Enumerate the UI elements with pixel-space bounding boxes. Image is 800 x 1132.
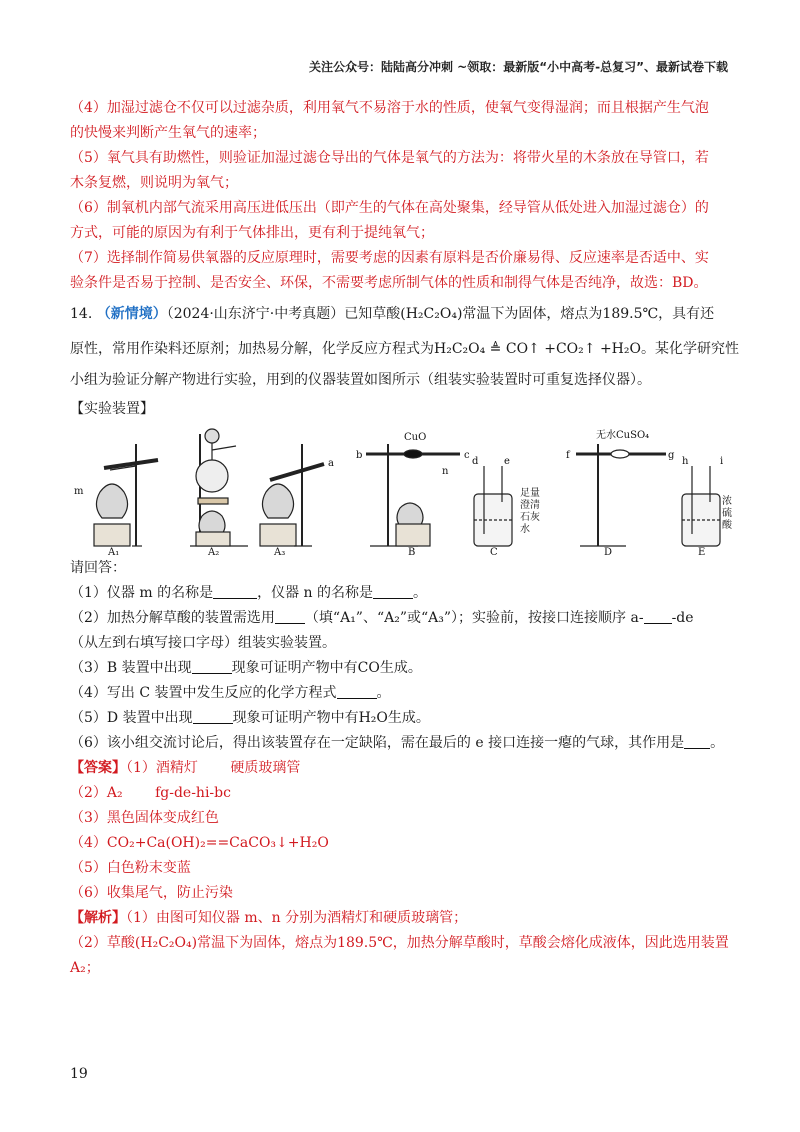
figure-label: 石灰 (520, 512, 540, 523)
analysis-line: （6）制氧机内部气流采用高压进低压出（即产生的气体在高处聚集，经导管从低处进入加湿过滤仓）的 (70, 200, 709, 216)
figure-label: 酸 (722, 520, 732, 531)
answer-item: （5）白色粉末变蓝 (70, 860, 191, 876)
figure-label: n (442, 466, 449, 477)
analysis-line: （5）氧气具有助燃性，则验证加湿过滤仓导出的气体是氧气的方法为：将带火星的木条放在导管口，若 (70, 150, 709, 166)
subquestion-1 (70, 581, 732, 606)
prompt: 请回答： (70, 560, 126, 576)
subquestion-text: -de (671, 610, 694, 626)
figure-label: E (698, 547, 706, 556)
subquestion-3 (70, 656, 732, 681)
answer-blank[interactable] (644, 609, 672, 624)
analysis-line: 木条复燃，则说明为氧气； (70, 175, 238, 191)
analysis-line: （2）草酸(H₂C₂O₄)常温下为固体，熔点为189.5℃，加热分解草酸时，草酸会熔化成液体，因此选用装置 (70, 935, 729, 951)
answer-item: （4）CO₂+Ca(OH)₂==CaCO₃↓+H₂O (70, 835, 329, 851)
figure-label: 澄清 (520, 500, 540, 511)
figure-label: m (74, 486, 84, 497)
figure-label: i (720, 456, 724, 467)
answer-line (70, 756, 732, 781)
answer-item: （2）A₂ fg-de-hi-bc (70, 785, 231, 801)
question-line2-end: 。某化学研究性 (640, 341, 739, 357)
question-intro (70, 302, 732, 327)
analysis-text: （1）由图可知仪器 m、n 分别为酒精灯和硬质玻璃管； (126, 910, 468, 926)
subquestion-text: 现象可证明产物中有H₂O生成。 (232, 710, 430, 726)
analysis-section (70, 906, 732, 981)
figure-label: b (356, 450, 363, 461)
answer-item: （1）酒精灯 硬质玻璃管 (126, 760, 301, 776)
answer-blank[interactable] (193, 709, 233, 724)
analysis-line: （4）加湿过滤仓不仅可以过滤杂质，利用氧气不易溶于水的性质，使氧气变得湿润；而且根据产生气泡 (70, 100, 709, 116)
wood-block-icon (94, 524, 130, 546)
new-context-tag: （新情境） (96, 306, 167, 322)
answer-blank[interactable] (192, 659, 232, 674)
figure-label: h (682, 456, 689, 467)
figure-label: A₃ (274, 547, 286, 556)
subquestion-text: 。 (376, 685, 391, 701)
answer-blank[interactable] (684, 734, 710, 749)
subquestion-2-continued: （从左到右填写接口字母）组装实验装置。 (70, 635, 336, 651)
figure-label: e (504, 456, 510, 467)
answer-item: （6）收集尾气，防止污染 (70, 885, 233, 901)
figure-label: B (408, 547, 416, 556)
section-label: 【实验装置】 (70, 401, 154, 417)
oxalic-formula: (H₂C₂O₄) (400, 306, 463, 322)
answer-tag: 【答案】 (70, 760, 126, 776)
question-14 (70, 302, 739, 422)
subquestion-text: 。 (710, 735, 725, 751)
apparatus-diagram (70, 424, 732, 556)
page-number: 19 (70, 1066, 88, 1082)
figure-label: D (604, 547, 613, 556)
answer-blank[interactable] (275, 609, 305, 624)
analysis-line: 验条件是否易于控制、是否安全、环保，不需要考虑所制气体的性质和制得气体是否纯净，故选：BD。 (70, 275, 708, 291)
subquestion-2 (70, 606, 732, 631)
analysis-line: 的快慢来判断产生氧气的速率； (70, 125, 266, 141)
analysis-line: （7）选择制作简易供氧器的反应原理时，需要考虑的因素有原料是否价廉易得、反应速率是否适中、实 (70, 250, 709, 266)
subquestion-text: （6）该小组交流讨论后，得出该装置存在一定缺陷，需在最后的 e 接口连接一瘪的气球，其作用是 (70, 735, 685, 751)
figure-label: 足量 (520, 488, 540, 499)
question-line-3: 小组为验证分解产物进行实验，用到的仪器装置如图所示（组装实验装置时可重复选择仪器）。 (70, 372, 651, 388)
page-content (70, 96, 739, 981)
analysis-tag: 【解析】 (70, 910, 126, 926)
reaction-equation: H₂C₂O₄ ≜ CO↑ +CO₂↑ +H₂O (434, 341, 641, 357)
answer-section (70, 756, 732, 906)
figure-label: CuO (404, 432, 427, 443)
figure-label: 水 (520, 524, 530, 535)
apparatus-figure (70, 424, 732, 556)
question-line-2 (70, 337, 739, 362)
subquestion-text: （3）B 装置中出现 (70, 660, 192, 676)
figure-label: d (472, 456, 479, 467)
page-header: 关注公众号：陆陆高分冲刺 ~领取：最新版“小中高考-总复习”、最新试卷下载 (309, 60, 728, 74)
subquestion-5 (70, 706, 732, 731)
subquestions (70, 581, 732, 756)
subquestion-text: （4）写出 C 装置中发生反应的化学方程式 (70, 685, 337, 701)
figure-label: a (328, 458, 334, 469)
subquestion-text: 。 (413, 585, 428, 601)
previous-analysis (70, 96, 732, 296)
figure-label: g (668, 450, 675, 461)
figure-label: 浓 (722, 496, 732, 507)
figure-label: 无水CuSO₄ (596, 430, 650, 441)
analysis-line (70, 906, 732, 931)
answer-blank[interactable] (337, 684, 377, 699)
subquestion-text: （1）仪器 m 的名称是 (70, 585, 214, 601)
subquestion-6 (70, 731, 732, 756)
question-source: （2024·山东济宁·中考真题）已知草酸 (166, 306, 401, 322)
analysis-line: A₂； (70, 960, 100, 976)
question-line2-start: 原性，常用作染料还原剂；加热易分解，化学反应方程式为 (70, 341, 434, 357)
analysis-line: 方式，可能的原因为有利于气体排出，更有利于提纯氧气； (70, 225, 434, 241)
subquestion-text: （5）D 装置中出现 (70, 710, 193, 726)
subquestion-4 (70, 681, 732, 706)
figure-label: C (490, 547, 498, 556)
question-number: 14. (70, 306, 93, 322)
answer-blank[interactable] (373, 584, 413, 599)
subquestion-text: ，仪器 n 的名称是 (257, 585, 374, 601)
figure-label: A₁ (108, 547, 120, 556)
figure-label: 硫 (722, 508, 732, 519)
subquestion-text: （填“A₁”、“A₂”或“A₃”）；实验前，按接口连接顺序 a- (304, 610, 644, 626)
figure-label: c (464, 450, 470, 461)
answer-blank[interactable] (213, 584, 257, 599)
subquestion-text: 现象可证明产物中有CO生成。 (231, 660, 422, 676)
question-intro-rest: 常温下为固体，熔点为189.5℃，具有还 (462, 306, 715, 322)
subquestion-text: （2）加热分解草酸的装置需选用 (70, 610, 275, 626)
figure-label: A₂ (208, 547, 220, 556)
alcohol-lamp-icon (96, 484, 127, 518)
figure-label: f (566, 450, 570, 461)
answer-item: （3）黑色固体变成红色 (70, 810, 219, 826)
